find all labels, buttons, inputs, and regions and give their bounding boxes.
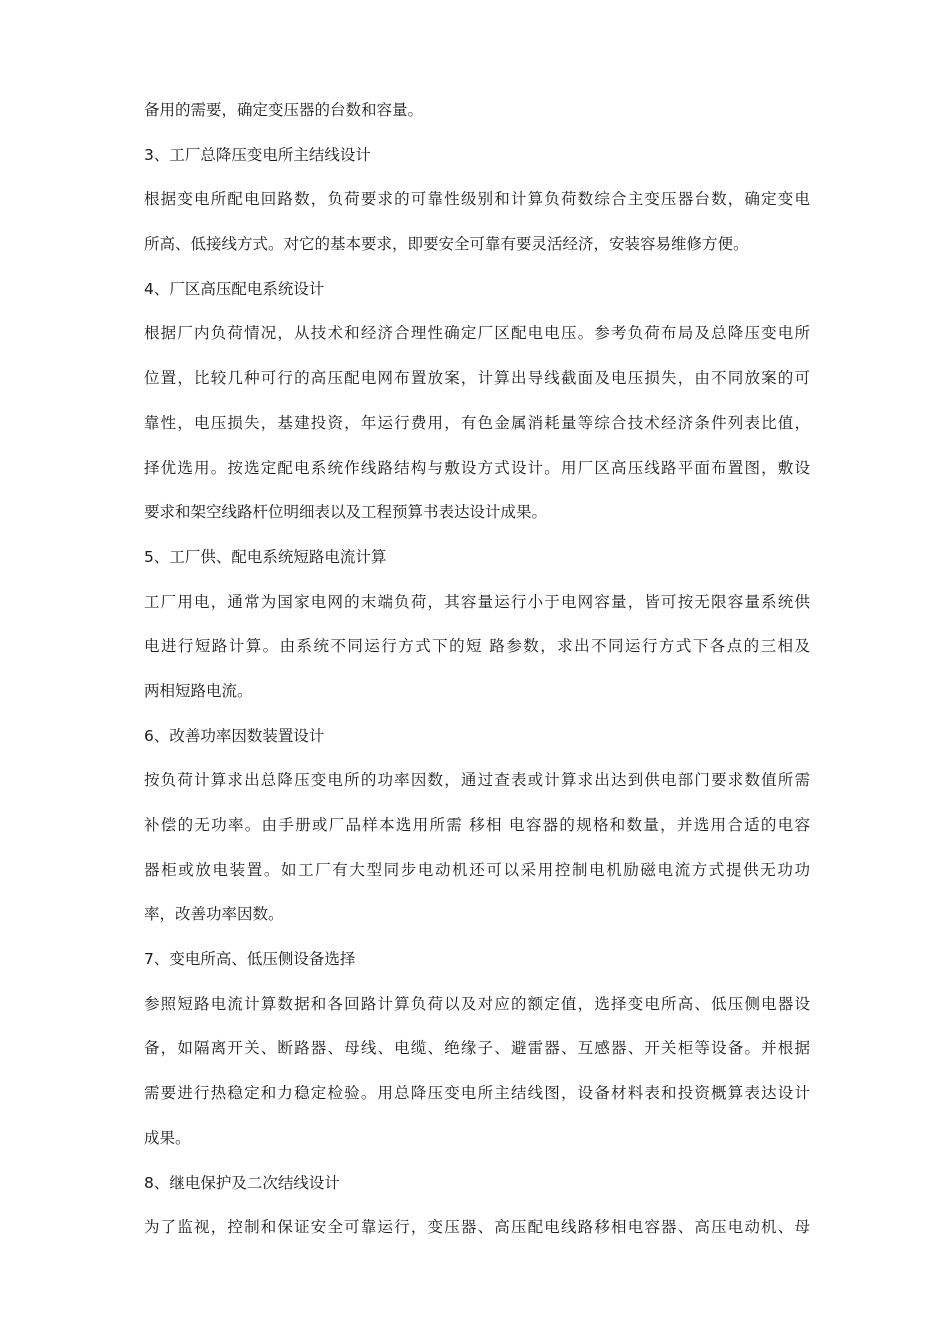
text-line: 靠性，电压损失，基建投资，年运行费用，有色金属消耗量等综合技术经济条件列表比值，: [144, 413, 810, 432]
text-line: 率，改善功率因数。: [144, 905, 284, 924]
text-line: 两相短路电流。: [144, 681, 253, 700]
text-line: 备用的需要，确定变压器的台数和容量。: [144, 101, 424, 119]
text-line: 根据厂内负荷情况，从技术和经济合理性确定厂区配电电压。参考负荷布局及总降压变电所: [144, 324, 810, 343]
text-line: 要求和架空线路杆位明细表以及工程预算书表达设计成果。: [144, 503, 548, 522]
text-line: 择优选用。按选定配电系统作线路结构与敷设方式设计。用厂区高压线路平面布置图，敷设: [144, 458, 810, 477]
text-line: 成果。: [144, 1128, 191, 1147]
text-line: 备，如隔离开关、断路器、母线、电缆、绝缘子、避雷器、互感器、开关柜等设备。并根据: [144, 1039, 810, 1058]
text-line: 为了监视，控制和保证安全可靠运行，变压器、高压配电线路移相电容器、高压电动机、母: [144, 1218, 810, 1237]
text-line: 参照短路电流计算数据和各回路计算负荷以及对应的额定值，选择变电所高、低压侧电器设: [144, 994, 810, 1013]
text-line: 按负荷计算求出总降压变电所的功率因数，通过查表或计算求出达到供电部门要求数值所需: [144, 771, 810, 790]
text-line: 根据变电所配电回路数，负荷要求的可靠性级别和计算负荷数综合主变压器台数，确定变电: [144, 190, 810, 209]
section-heading: 8、继电保护及二次结线设计: [144, 1173, 340, 1192]
section-heading: 3、工厂总降压变电所主结线设计: [144, 145, 371, 164]
text-line: 补偿的无功率。由手册或厂品样本选用所需 移相 电容器的规格和数量，并选用合适的电容: [144, 816, 810, 834]
section-heading: 7、变电所高、低压侧设备选择: [144, 950, 356, 969]
section-heading: 6、改善功率因数装置设计: [144, 726, 325, 745]
text-line: 位置，比较几种可行的高压配电网布置放案，计算出导线截面及电压损失，由不同放案的可: [144, 369, 810, 388]
text-line: 工厂用电，通常为国家电网的末端负荷，其容量运行小于电网容量，皆可按无限容量系统供: [144, 592, 810, 611]
text-line: 器柜或放电装置。如工厂有大型同步电动机还可以采用控制电机励磁电流方式提供无功功: [144, 860, 810, 879]
text-line: 需要进行热稳定和力稳定检验。用总降压变电所主结线图，设备材料表和投资概算表达设计: [144, 1084, 810, 1103]
section-heading: 4、厂区高压配电系统设计: [144, 279, 325, 298]
section-heading: 5、工厂供、配电系统短路电流计算: [144, 547, 387, 566]
text-line: 电进行短路计算。由系统不同运行方式下的短 路参数，求出不同运行方式下各点的三相及: [144, 637, 810, 656]
document-body: [144, 88, 810, 1250]
text-line: 所高、低接线方式。对它的基本要求，即要安全可靠有要灵活经济，安装容易维修方便。: [144, 235, 749, 254]
